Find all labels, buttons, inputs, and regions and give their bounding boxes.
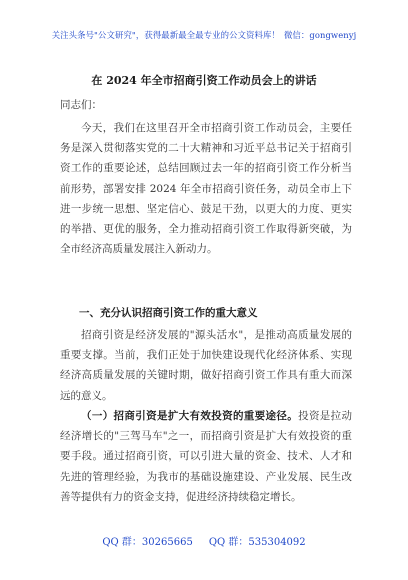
paragraph-intro: 今天，我们在这里召开全市招商引资工作动员会，主要任务是深入贯彻落实党的二十大精神和习近平总书记关于招商引资工作的重要论述，总结回顾过去一年的招商引资工作分析当前形势，部署安排 2024 年全市招商引资任务，动员全市上下进一步统一思想、坚定信心、鼓足干劲，以更大的力度、更实的举措、更优的服务，全力推动招商引资工作取得新突破，为全市经济高质量发展注入新动力。 xyxy=(60,122,352,256)
section-heading: 一、充分认识招商引资工作的重大意义 xyxy=(79,307,258,319)
header-notice-wechat: 微信：gongwenyj xyxy=(283,30,357,40)
paragraph-investment xyxy=(60,406,352,507)
page-title: 在 2024 年全市招商引资工作动员会上的讲话 xyxy=(91,74,317,87)
footer-qq-group-1: QQ 群：30265665 xyxy=(102,537,193,548)
paragraph-significance: 招商引资是经济发展的"源头活水"，是推动高质量发展的重要支撑。当前，我们正处于加快建设现代化经济体系、实现经济高质量发展的关键时期，做好招商引资工作具有重大而深远的意义。 xyxy=(60,329,352,402)
paragraph-investment-lead: （一）招商引资是扩大有效投资的重要途径。 xyxy=(81,410,299,422)
salutation: 同志们： xyxy=(60,99,102,111)
paragraph-investment-body: 投资是拉动经济增长的"三驾马车"之一，而招商引资是扩大有效投资的重要手段。通过招商引资，可以引进大量的资金、技术、人才和先进的管理经验，为我市的基础设施建设、产业发展、民生改善等提供有力的资金支持，促进经济持续稳定增长。 xyxy=(60,410,353,503)
footer-qq-groups xyxy=(0,533,408,548)
header-notice xyxy=(0,29,408,41)
footer-qq-group-2: QQ 群：535304092 xyxy=(208,537,306,548)
header-notice-promo: 关注头条号"公文研究"，获得最新最全最专业的公文资料库！ xyxy=(51,30,280,40)
